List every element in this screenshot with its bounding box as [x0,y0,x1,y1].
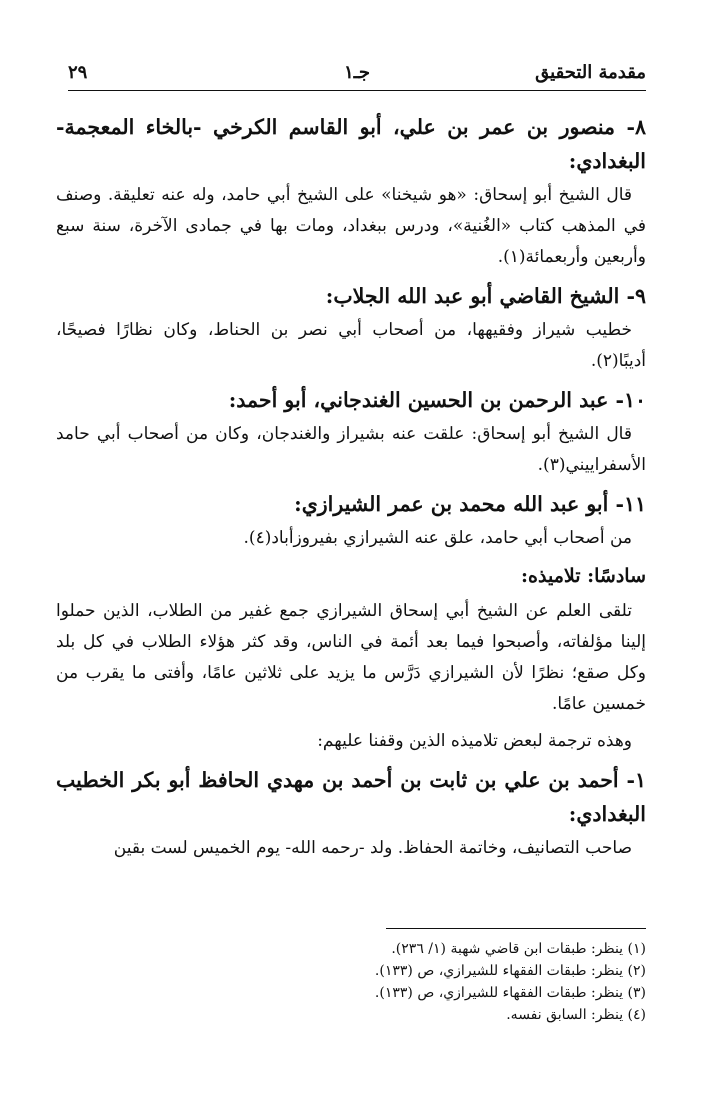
page-number: ٢٩ [68,62,88,83]
footnote-4: (٤) ينظر: السابق نفسه. [506,1007,646,1023]
entry-text-8: قال الشيخ أبو إسحاق: «هو شيخنا» على الشيخ أبي حامد، وله عنه تعليقة. وصنف في المذهب كتاب «الغُنية»، ودرس ببغداد، ومات بها في جمادى الآخرة، سنة سبع وأربعين وأربعمائة(١). [56,185,646,267]
entry-text-9: خطيب شيراز وفقيهها، من أصحاب أبي نصر بن الحناط، وكان نظارًا فصيحًا، أديبًا(٢). [56,320,646,371]
entry-text-10: قال الشيخ أبو إسحاق: علقت عنه بشيراز والغندجان، وكان من أصحاب أبي حامد الأسفراييني(٣). [56,424,646,475]
page-body [56,110,646,870]
running-header [68,58,646,91]
entry-heading-11: ١١- أبو عبد الله محمد بن عمر الشيرازي: [294,492,646,516]
section-heading-students: سادسًا: تلاميذه: [521,565,646,587]
header-volume: جـ١ [343,62,371,83]
entry-text-11: من أصحاب أبي حامد، علق عنه الشيرازي بفيروزأباد(٤). [243,528,632,548]
entry-heading-10: ١٠- عبد الرحمن بن الحسين الغندجاني، أبو أحمد: [228,388,646,412]
footnotes [56,938,646,1026]
students-intro: تلقى العلم عن الشيخ أبي إسحاق الشيرازي جمع غفير من الطلاب، الذين حملوا إلينا مؤلفاته، وأصبحوا فيما بعد أئمة في الناس، وقد كثر هؤلاء الطلاب في كل بلد وكل صقع؛ نظرًا لأن الشيرازي دَرَّس ما يزيد على ثلاثين عامًا، وأفتى ما يقرب من خمسين عامًا. [56,601,646,714]
footnote-3: (٣) ينظر: طبقات الفقهاء للشيرازي، ص (١٣٣). [374,985,646,1001]
footnote-1: (١) ينظر: طبقات ابن قاضي شهبة (١/ ٢٣٦). [391,941,646,957]
students-lead: وهذه ترجمة لبعض تلاميذه الذين وقفنا عليهم: [317,731,632,751]
entry-heading-9: ٩- الشيخ القاضي أبو عبد الله الجلاب: [325,284,646,308]
student-text-1: صاحب التصانيف، وخاتمة الحفاظ. ولد -رحمه الله- يوم الخميس لست بقين [113,838,632,858]
entry-heading-8: ٨- منصور بن عمر بن علي، أبو القاسم الكرخي -بالخاء المعجمة- البغدادي: [56,115,646,173]
footnote-2: (٢) ينظر: طبقات الفقهاء للشيرازي، ص (١٣٣). [374,963,646,979]
header-title: مقدمة التحقيق [535,62,646,83]
student-heading-1: ١- أحمد بن علي بن ثابت بن أحمد بن مهدي الحافظ أبو بكر الخطيب البغدادي: [56,768,646,826]
footnote-divider [386,928,646,929]
